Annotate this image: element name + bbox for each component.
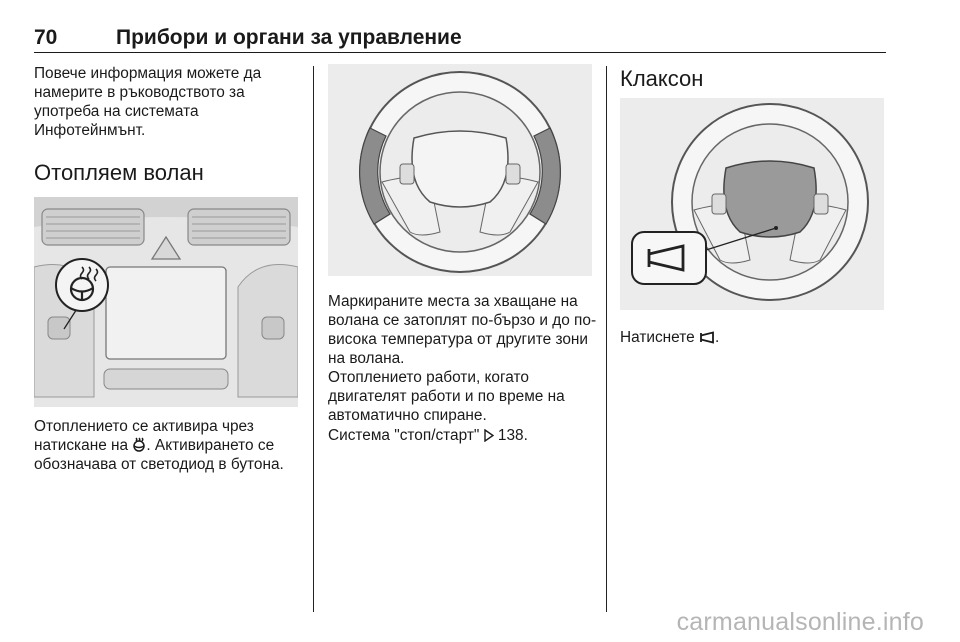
page-number: 70 <box>34 26 58 49</box>
caption-text-1: Отоплението се активира чрез натискане на <box>34 418 254 454</box>
section-heading-horn: Клаксон <box>620 66 704 91</box>
page-reference-number: 138. <box>493 427 528 444</box>
page-header <box>34 22 886 53</box>
paragraph-heating-operation: Отоплението работи, когато двигателят работи и по време на автоматично спиране. <box>328 369 565 424</box>
horn-instruction-text: Натиснете <box>620 329 699 346</box>
horn-icon <box>699 331 715 344</box>
figure-dashboard-heated-wheel-button <box>34 197 298 407</box>
start-stop-text: Система "стоп/старт" <box>328 427 484 444</box>
column-divider <box>313 66 314 612</box>
page-reference-arrow-icon <box>484 429 494 442</box>
paragraph-grip-zones: Маркираните места за хващане на волана се затоплят по-бързо и до по-висока температура от другите зони на волана. <box>328 293 597 367</box>
paragraph-horn-instruction <box>620 328 886 347</box>
caption-text-2: . Активирането се обозначава от светодиод в бутона. <box>34 437 284 473</box>
intro-paragraph: Повече информация можете да намерите в ръководството за употреба на системата Инфотейнмънт. <box>34 65 262 139</box>
horn-instruction-end: . <box>714 329 720 346</box>
running-title: Прибори и органи за управление <box>116 26 462 49</box>
figure-steering-wheel-horn <box>620 98 884 310</box>
heated-steering-wheel-icon <box>132 437 146 452</box>
watermark: carmanualsonline.info <box>676 608 924 636</box>
section-heading-heated-wheel: Отопляем волан <box>34 160 204 185</box>
paragraph-start-stop-reference <box>328 426 598 445</box>
figure-steering-wheel-grip-zones <box>328 64 592 276</box>
column-divider <box>606 66 607 612</box>
figure-caption-heated-wheel <box>34 417 304 474</box>
